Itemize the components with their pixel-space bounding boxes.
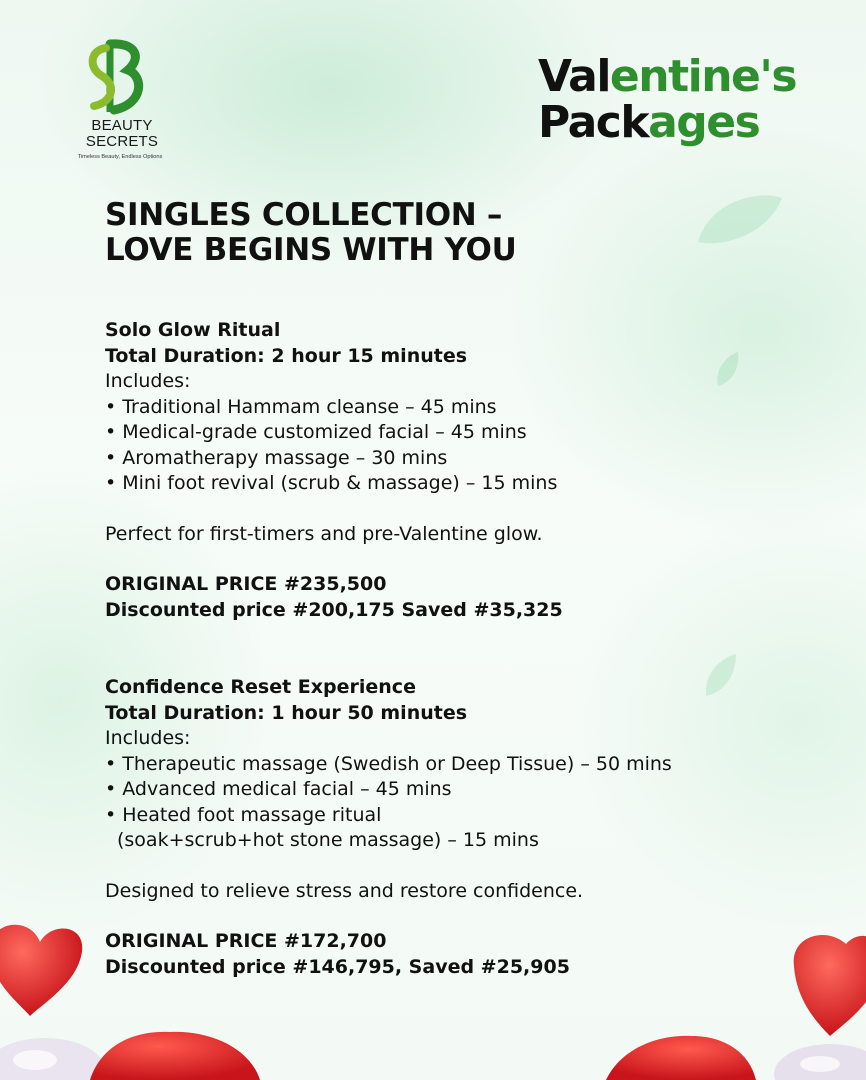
package-confidence-reset (105, 675, 805, 980)
header-line2-green: ages (648, 97, 760, 148)
logo-monogram-icon (84, 38, 148, 116)
original-price: ORIGINAL PRICE #235,500 (105, 573, 387, 595)
list-item: • Mini foot revival (scrub & massage) – 15 mins (105, 472, 558, 494)
logo-name-line1: BEAUTY (91, 117, 153, 134)
heart-balloon-left-icon (0, 920, 90, 1020)
includes-label: Includes: (105, 370, 191, 392)
list-item: • Advanced medical facial – 45 mins (105, 778, 452, 800)
logo-tagline: Timeless Beauty, Endless Options (77, 154, 163, 160)
package-duration: Total Duration: 2 hour 15 minutes (105, 344, 468, 367)
header-line2-dark: Pack (538, 97, 649, 148)
package-note: Designed to relieve stress and restore confidence. (105, 879, 584, 902)
list-item: (soak+scrub+hot stone massage) – 15 mins (117, 829, 539, 851)
package-duration: Total Duration: 1 hour 50 minutes (105, 701, 468, 724)
includes-label: Includes: (105, 727, 191, 749)
collection-title-line1: SINGLES COLLECTION – (105, 197, 503, 233)
discounted-price: Discounted price #146,795, Saved #25,905 (105, 955, 570, 978)
header-line1-dark: Val (538, 51, 610, 102)
logo-wordmark (74, 118, 170, 150)
original-price: ORIGINAL PRICE #172,700 (105, 930, 387, 952)
balloon-pearl-icon (0, 1030, 110, 1080)
package-name: Solo Glow Ritual (105, 319, 281, 341)
list-item: • Heated foot massage ritual (105, 803, 382, 826)
balloon-pearl-icon (760, 1034, 866, 1080)
package-name: Confidence Reset Experience (105, 676, 416, 698)
collection-title-line2: LOVE BEGINS WITH YOU (105, 232, 517, 268)
list-item: • Medical-grade customized facial – 45 mins (105, 421, 527, 443)
list-item: • Aromatherapy massage – 30 mins (105, 446, 448, 469)
main-content (105, 198, 805, 980)
list-item: • Therapeutic massage (Swedish or Deep Tissue) – 50 mins (105, 752, 672, 775)
package-note: Perfect for first-timers and pre-Valentine glow. (105, 522, 543, 545)
brand-logo (70, 38, 170, 168)
logo-name-line2: SECRETS (85, 133, 159, 150)
discounted-price: Discounted price #200,175 Saved #35,325 (105, 598, 563, 621)
list-item: • Traditional Hammam cleanse – 45 mins (105, 395, 497, 418)
package-solo-glow (105, 318, 805, 623)
heart-balloon-bottom-left-icon (90, 1028, 260, 1080)
collection-title (105, 198, 805, 268)
heart-balloon-bottom-right-icon (606, 1030, 756, 1080)
page-header (538, 51, 838, 148)
header-line1-green: entine's (609, 51, 797, 102)
header-line1 (538, 51, 838, 102)
header-line2 (538, 97, 838, 148)
